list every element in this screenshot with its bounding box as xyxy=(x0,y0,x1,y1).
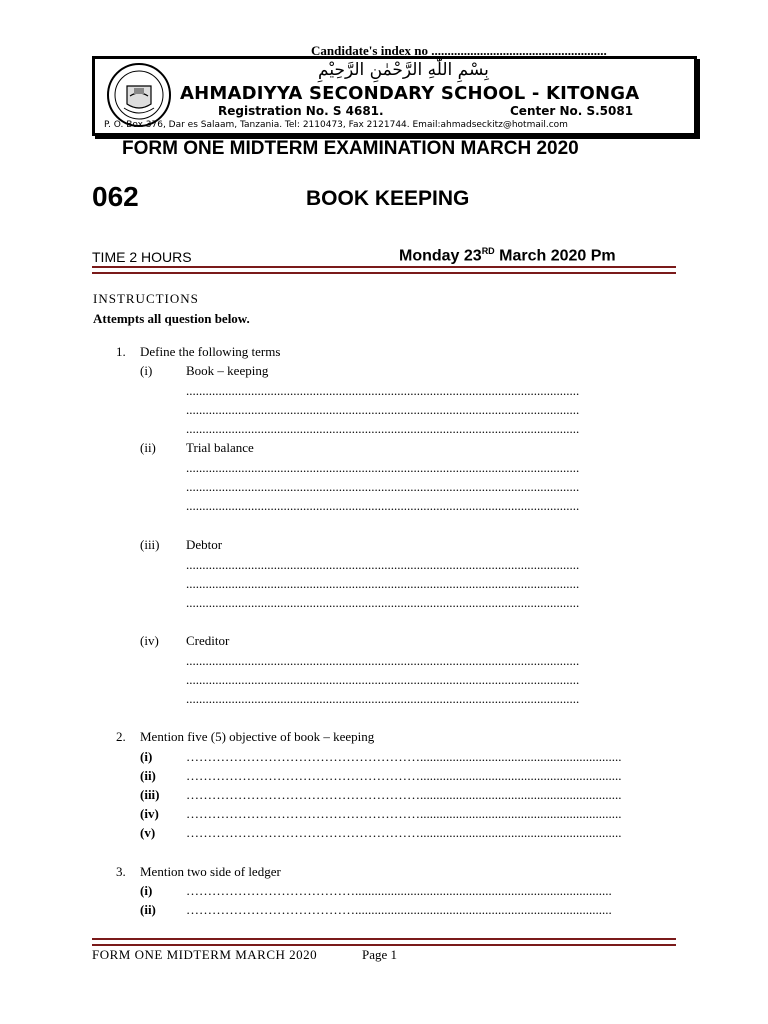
answer-line[interactable]: ......................................................................................................................... xyxy=(186,460,580,475)
school-address: P. O. Box 376, Dar es Salaam, Tanzania. Tel: 2110473, Fax 2121744. Email:ahmadseckitz@hotmail.com xyxy=(104,120,568,130)
answer-line[interactable]: ……………………………………………….............................................................. xyxy=(186,787,622,802)
q3-item-number: (i) xyxy=(140,883,153,898)
q2-item-number: (i) xyxy=(140,749,153,764)
header-divider xyxy=(92,266,676,274)
answer-line[interactable]: …………………………………............................................................................... xyxy=(186,902,612,917)
question-1-text: Define the following terms xyxy=(140,344,281,359)
answer-line[interactable]: …………………………………............................................................................... xyxy=(186,883,612,898)
answer-line[interactable]: ......................................................................................................................... xyxy=(186,576,580,591)
footer-exam-label: FORM ONE MIDTERM MARCH 2020 xyxy=(92,947,318,962)
question-3-text: Mention two side of ledger xyxy=(140,864,281,879)
q1-item-number: (iii) xyxy=(140,537,160,552)
answer-line[interactable]: ......................................................................................................................... xyxy=(186,557,580,572)
subject-code: 062 xyxy=(92,181,139,212)
answer-line[interactable]: ……………………………………………….............................................................. xyxy=(186,806,622,821)
q1-item-label: Book – keeping xyxy=(186,363,269,378)
school-name: AHMADIYYA SECONDARY SCHOOL - KITONGA xyxy=(180,83,640,104)
answer-line[interactable]: ......................................................................................................................... xyxy=(186,595,580,610)
question-2-number: 2. xyxy=(116,729,126,744)
school-logo-icon xyxy=(106,62,172,128)
answer-line[interactable]: ……………………………………………….............................................................. xyxy=(186,768,622,783)
q1-item-number: (iv) xyxy=(140,633,159,648)
q1-item-label: Creditor xyxy=(186,633,230,648)
q2-item-number: (iii) xyxy=(140,787,160,802)
answer-line[interactable]: ……………………………………………….............................................................. xyxy=(186,825,622,840)
answer-line[interactable]: ......................................................................................................................... xyxy=(186,421,580,436)
exam-title: FORM ONE MIDTERM EXAMINATION MARCH 2020 xyxy=(122,138,579,159)
exam-date-prefix: Monday 23 xyxy=(399,247,482,265)
q3-item-number: (ii) xyxy=(140,902,156,917)
answer-line[interactable]: ......................................................................................................................... xyxy=(186,653,580,668)
answer-line[interactable]: ......................................................................................................................... xyxy=(186,672,580,687)
instructions-text: Attempts all question below. xyxy=(93,311,250,326)
exam-date-superscript: RD xyxy=(481,246,495,256)
answer-line[interactable]: ……………………………………………….............................................................. xyxy=(186,749,622,764)
exam-date-suffix: March 2020 Pm xyxy=(494,247,616,265)
candidate-index: Candidate's index no ...................................................... xyxy=(311,43,607,58)
q1-item-label: Debtor xyxy=(186,537,223,552)
footer-page-number: Page 1 xyxy=(362,947,398,962)
q2-item-number: (ii) xyxy=(140,768,156,783)
answer-line[interactable]: ......................................................................................................................... xyxy=(186,383,580,398)
subject-name: BOOK KEEPING xyxy=(306,187,470,210)
footer-divider xyxy=(92,938,676,946)
registration-number: Registration No. S 4681. xyxy=(218,104,384,118)
q2-item-number: (v) xyxy=(140,825,156,840)
bismillah-text: بِسْمِ اللّٰهِ الرَّحْمٰنِ الرَّحِيْمِ xyxy=(318,60,489,80)
answer-line[interactable]: ......................................................................................................................... xyxy=(186,479,580,494)
exam-date xyxy=(399,246,616,265)
q1-item-number: (ii) xyxy=(140,440,156,455)
answer-line[interactable]: ......................................................................................................................... xyxy=(186,691,580,706)
center-number: Center No. S.5081 xyxy=(510,104,634,118)
exam-time: TIME 2 HOURS xyxy=(92,249,192,265)
q2-item-number: (iv) xyxy=(140,806,159,821)
q1-item-label: Trial balance xyxy=(186,440,254,455)
question-2-text: Mention five (5) objective of book – keeping xyxy=(140,729,375,744)
question-1-number: 1. xyxy=(116,344,126,359)
instructions-heading: INSTRUCTIONS xyxy=(93,291,199,306)
answer-line[interactable]: ......................................................................................................................... xyxy=(186,402,580,417)
q1-item-number: (i) xyxy=(140,363,153,378)
question-3-number: 3. xyxy=(116,864,126,879)
answer-line[interactable]: ......................................................................................................................... xyxy=(186,498,580,513)
